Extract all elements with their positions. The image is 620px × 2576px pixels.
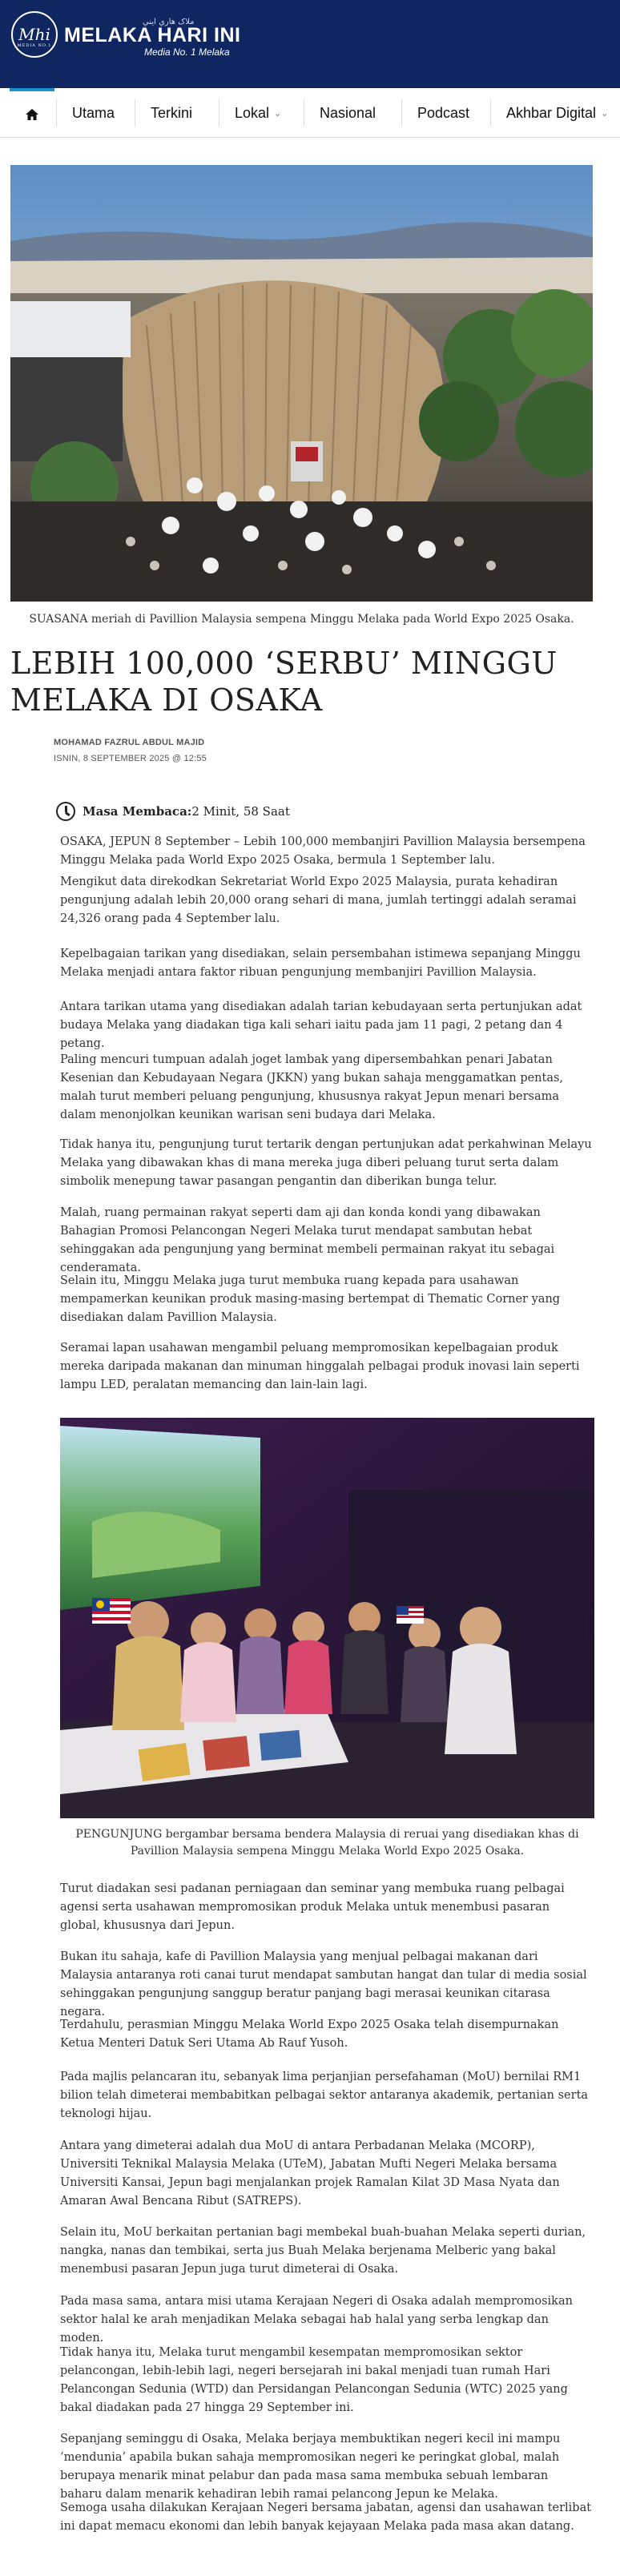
paragraph: Mengikut data direkodkan Sekretariat World Expo 2025 Malaysia, purata kehadiran pengunjung adalah lebih 20,000 orang sehari di mana, jumlah tertinggi adalah seramai 24,326 orang pada 4 September lalu. bbox=[60, 875, 577, 925]
paragraph: Kepelbagaian tarikan yang disediakan, selain persembahan istimewa sepanjang Minggu Melaka menjadi antara faktor ribuan pengunjung membanjiri Pavillion Malaysia. bbox=[60, 948, 581, 979]
hero-image bbox=[10, 165, 593, 602]
paragraph: Selain itu, MoU berkaitan pertanian bagi membekal buah-buahan Melaka seperti durian, nangka, nanas dan tembikai, serta jus Buah Melaka berjenama Melberic yang bakal menembusi pasaran Jepun juga turut dimeterai di Osaka. bbox=[60, 2226, 586, 2276]
paragraph: Selain itu, Minggu Melaka juga turut membuka ruang kepada para usahawan mempamerkan keunikan produk masing-masing bertempat di Thematic Corner yang disediakan dalam Pavillion Malaysia. bbox=[60, 1274, 561, 1324]
reading-time-label: Masa Membaca: bbox=[83, 804, 192, 819]
nav-label: Akhbar Digital bbox=[506, 104, 597, 121]
nav-label: Utama bbox=[72, 104, 115, 121]
site-title[interactable]: MELAKA HARI INI bbox=[64, 24, 241, 46]
logo-mark[interactable] bbox=[11, 11, 58, 58]
logo-mark-text: Mhi bbox=[18, 25, 50, 44]
nav-home-button[interactable] bbox=[10, 88, 54, 138]
paragraph: Paling mencuri tumpuan adalah joget lambak yang dipersembahkan penari Jabatan Kesenian dan Kebudayaan Negara (JKKN) yang bukan sahaja menggamatkan pentas, malah turut memberi peluang pengunjung, khususnya rakyat Jepun menari bersama dalam menonjolkan keunikan warisan seni budaya dari Melaka. bbox=[60, 1053, 564, 1121]
paragraph: Pada masa sama, antara misi utama Kerajaan Negeri di Osaka adalah mempromosikan sektor halal ke arah menjadikan Melaka sebagai hab halal yang serba lengkap dan moden. bbox=[60, 2295, 573, 2345]
logo-jawi: ملاک هاري ايني bbox=[143, 18, 195, 26]
nav-label: Podcast bbox=[417, 104, 470, 121]
nav-item-lokal[interactable] bbox=[235, 88, 281, 138]
hero-caption: SUASANA meriah di Pavillion Malaysia sempena Minggu Melaka pada World Expo 2025 Osaka. bbox=[29, 613, 574, 626]
nav-label: Lokal bbox=[235, 104, 270, 121]
paragraph: Turut diadakan sesi padanan perniagaan dan seminar yang membuka ruang pelbagai agensi serta usahawan mempromosikan produk Melaka untuk menembusi pasaran global, khususnya dari Jepun. bbox=[60, 1882, 565, 1932]
site-header bbox=[0, 0, 620, 88]
paragraph: Tidak hanya itu, pengunjung turut tertarik dengan pertunjukan adat perkahwinan Melayu Melaka yang dibawakan khas di mana mereka juga diberi peluang turut serta dalam simbolik menepung tawar pasangan pengantin dan diberikan bunga telur. bbox=[60, 1138, 592, 1188]
nav-item-podcast[interactable] bbox=[417, 88, 469, 138]
home-icon bbox=[25, 108, 39, 121]
nav-item-utama[interactable] bbox=[72, 88, 115, 138]
paragraph: Pada majlis pelancaran itu, sebanyak lima perjanjian persefahaman (MoU) bernilai RM1 bilion telah dimeterai membabitkan pelbagai sektor antaranya akademik, pertanian serta teknologi hijau. bbox=[60, 2071, 589, 2120]
main-nav bbox=[0, 88, 620, 138]
photo-caption: PENGUNJUNG bergambar bersama bendera Malaysia di reruai yang disediakan khas di Pavillion Malaysia sempena Minggu Melaka World Expo 2025 Osaka. bbox=[75, 1828, 579, 1858]
paragraph: Sepanjang seminggu di Osaka, Melaka berjaya membuktikan negeri kecil ini mampu ‘menduniа’ apabila bukan sahaja mempromosikan negeri ke peringkat global, malah berupaya menarik minat pelabur dan pada masa sama membuka sebuah lembaran baharu dalam menarik kehadiran lebih ramai pelancong Jepun ke Melaka. bbox=[60, 2433, 561, 2501]
reading-time-value: 2 Minit, 58 Saat bbox=[191, 804, 290, 819]
paragraph: Tidak hanya itu, Melaka turut mengambil kesempatan mempromosikan sektor pelancongan, lebih-lebih lagi, negeri bersejarah ini bakal menjadi tuan rumah Hari Pelancongan Sedunia (WTD) dan Persidangan Pelancongan Sedunia (WTC) 2025 yang bakal diadakan pada 27 hingga 29 September ini. bbox=[60, 2346, 568, 2414]
reading-time bbox=[56, 801, 290, 822]
article-photo bbox=[60, 1418, 594, 1818]
paragraph: Terdahulu, perasmian Minggu Melaka World Expo 2025 Osaka telah disempurnakan Ketua Menteri Datuk Seri Utama Ab Rauf Yusoh. bbox=[60, 2019, 559, 2050]
paragraph: Seramai lapan usahawan mengambil peluang mempromosikan kepelbagaian produk mereka daripada makanan dan minuman hinggalah pelbagai produk inovasi lain seperti lampu LED, peralatan memancing dan lain-lain lagi. bbox=[60, 1342, 580, 1391]
author-name[interactable]: MOHAMAD FAZRUL ABDUL MAJID bbox=[54, 738, 205, 747]
logo-mark-sub: MEDIA NO.1 bbox=[17, 43, 52, 48]
nav-label: Terkini bbox=[151, 104, 193, 121]
publish-date: ISNIN, 8 SEPTEMBER 2025 @ 12:55 bbox=[54, 754, 207, 763]
paragraph: Antara yang dimeterai adalah dua MoU di antara Perbadanan Melaka (MCORP), Universiti Teknikal Malaysia Melaka (UTeM), Jabatan Mufti Negeri Melaka bersama Universiti Kansai, Jepun bagi menjalankan projek Ramalan Kilat 3D Masa Nyata dan Amaran Awal Bencana Ribut (SATREPS). bbox=[60, 2139, 560, 2208]
paragraph: OSAKA, JEPUN 8 September – Lebih 100,000 membanjiri Pavillion Malaysia bersempena Minggu Melaka pada World Expo 2025 Osaka, bermula 1 September lalu. bbox=[60, 835, 586, 867]
nav-item-nasional[interactable] bbox=[320, 88, 376, 138]
nav-item-akhbar-digital[interactable] bbox=[506, 88, 608, 138]
paragraph: Bukan itu sahaja, kafe di Pavillion Malaysia yang menjual pelbagai makanan dari Malaysia antaranya roti canai turut mendapat sambutan hangat dan tular di media sosial sehinggakan pengunjung sanggup beratur panjang bagi merasai keunikan citarasa negara. bbox=[60, 1950, 587, 2019]
nav-label: Nasional bbox=[320, 104, 376, 121]
chevron-down-icon: ⌄ bbox=[601, 108, 609, 119]
article-headline: LEBIH 100,000 ‘SERBU’ MINGGU MELAKA DI OSAKA bbox=[10, 646, 558, 718]
chevron-down-icon: ⌄ bbox=[274, 108, 282, 119]
clock-icon bbox=[56, 802, 75, 821]
paragraph: Malah, ruang permainan rakyat seperti dam aji dan konda kondi yang dibawakan Bahagian Promosi Pelancongan Negeri Melaka turut mendapat sambutan hebat sehinggakan ada pengunjung yang berminat membeli permainan rakyat itu sebagai cenderamata. bbox=[60, 1206, 555, 1274]
site-tagline: Media No. 1 Melaka bbox=[144, 46, 230, 58]
paragraph: Antara tarikan utama yang disediakan adalah tarian kebudayaan serta pertunjukan adat budaya Melaka yang diadakan tiga kali sehari iaitu pada jam 11 pagi, 2 petang dan 4 petang. bbox=[60, 1000, 582, 1050]
nav-item-terkini[interactable] bbox=[151, 88, 192, 138]
paragraph: Semoga usaha dilakukan Kerajaan Negeri bersama jabatan, agensi dan usahawan terlibat ini dapat memacu ekonomi dan lebih banyak kejayaan Melaka pada masa akan datang. bbox=[60, 2502, 592, 2533]
